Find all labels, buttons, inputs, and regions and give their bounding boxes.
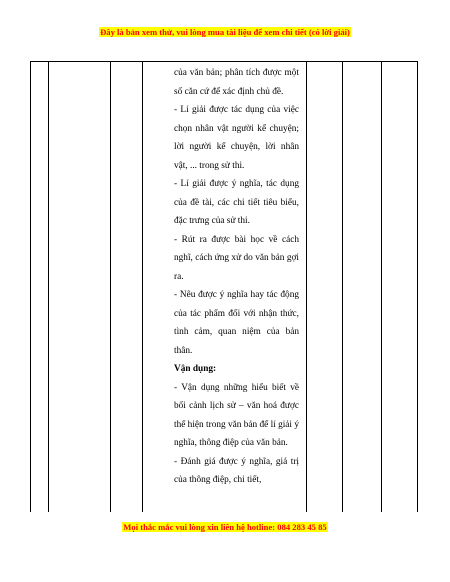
column-divider — [306, 62, 307, 512]
preview-banner — [0, 27, 450, 38]
hotline-banner-text: Mọi thắc mắc vui lòng xin liên hệ hotline: 084 283 45 85 — [123, 522, 327, 532]
paragraph: - Đánh giá được ý nghĩa, giá trị của thông điệp, chi tiết, — [174, 456, 299, 485]
hotline-banner — [0, 522, 450, 533]
column-divider — [142, 62, 143, 512]
paragraph: của văn bản; phân tích được một số căn cứ để xác định chủ đề. — [174, 68, 299, 97]
paragraph: - Nêu được ý nghĩa hay tác động của tác phẩm đối với nhận thức, tình cảm, quan niệm của bản thân. — [174, 290, 299, 356]
paragraph: - Vận dụng những hiểu biết về bối cảnh lịch sử – văn hoá được thể hiện trong văn bản để lí giải ý nghĩa, thông điệp của văn bản. — [174, 382, 299, 448]
paragraph: - Lí giải được ý nghĩa, tác dụng của đề tài, các chi tiết tiêu biểu, đặc trưng của sử thi. — [174, 179, 299, 226]
column-divider — [48, 62, 49, 512]
column-divider — [381, 62, 382, 512]
paragraph: - Lí giải được tác dụng của việc chọn nhân vật người kể chuyện; lời người kể chuyện, lời nhân vật, ... trong sử thi. — [174, 105, 299, 171]
paragraph: - Rút ra được bài học về cách nghĩ, cách ứng xử do văn bản gợi ra. — [174, 234, 299, 282]
column-divider — [342, 62, 343, 512]
requirements-cell — [174, 64, 299, 490]
preview-banner-text: Đây là bản xem thử, vui lòng mua tài liệu để xem chi tiết (có lời giải) — [100, 27, 350, 37]
section-heading: Vận dụng: — [174, 364, 217, 374]
content-table — [30, 61, 418, 512]
column-divider — [110, 62, 111, 512]
